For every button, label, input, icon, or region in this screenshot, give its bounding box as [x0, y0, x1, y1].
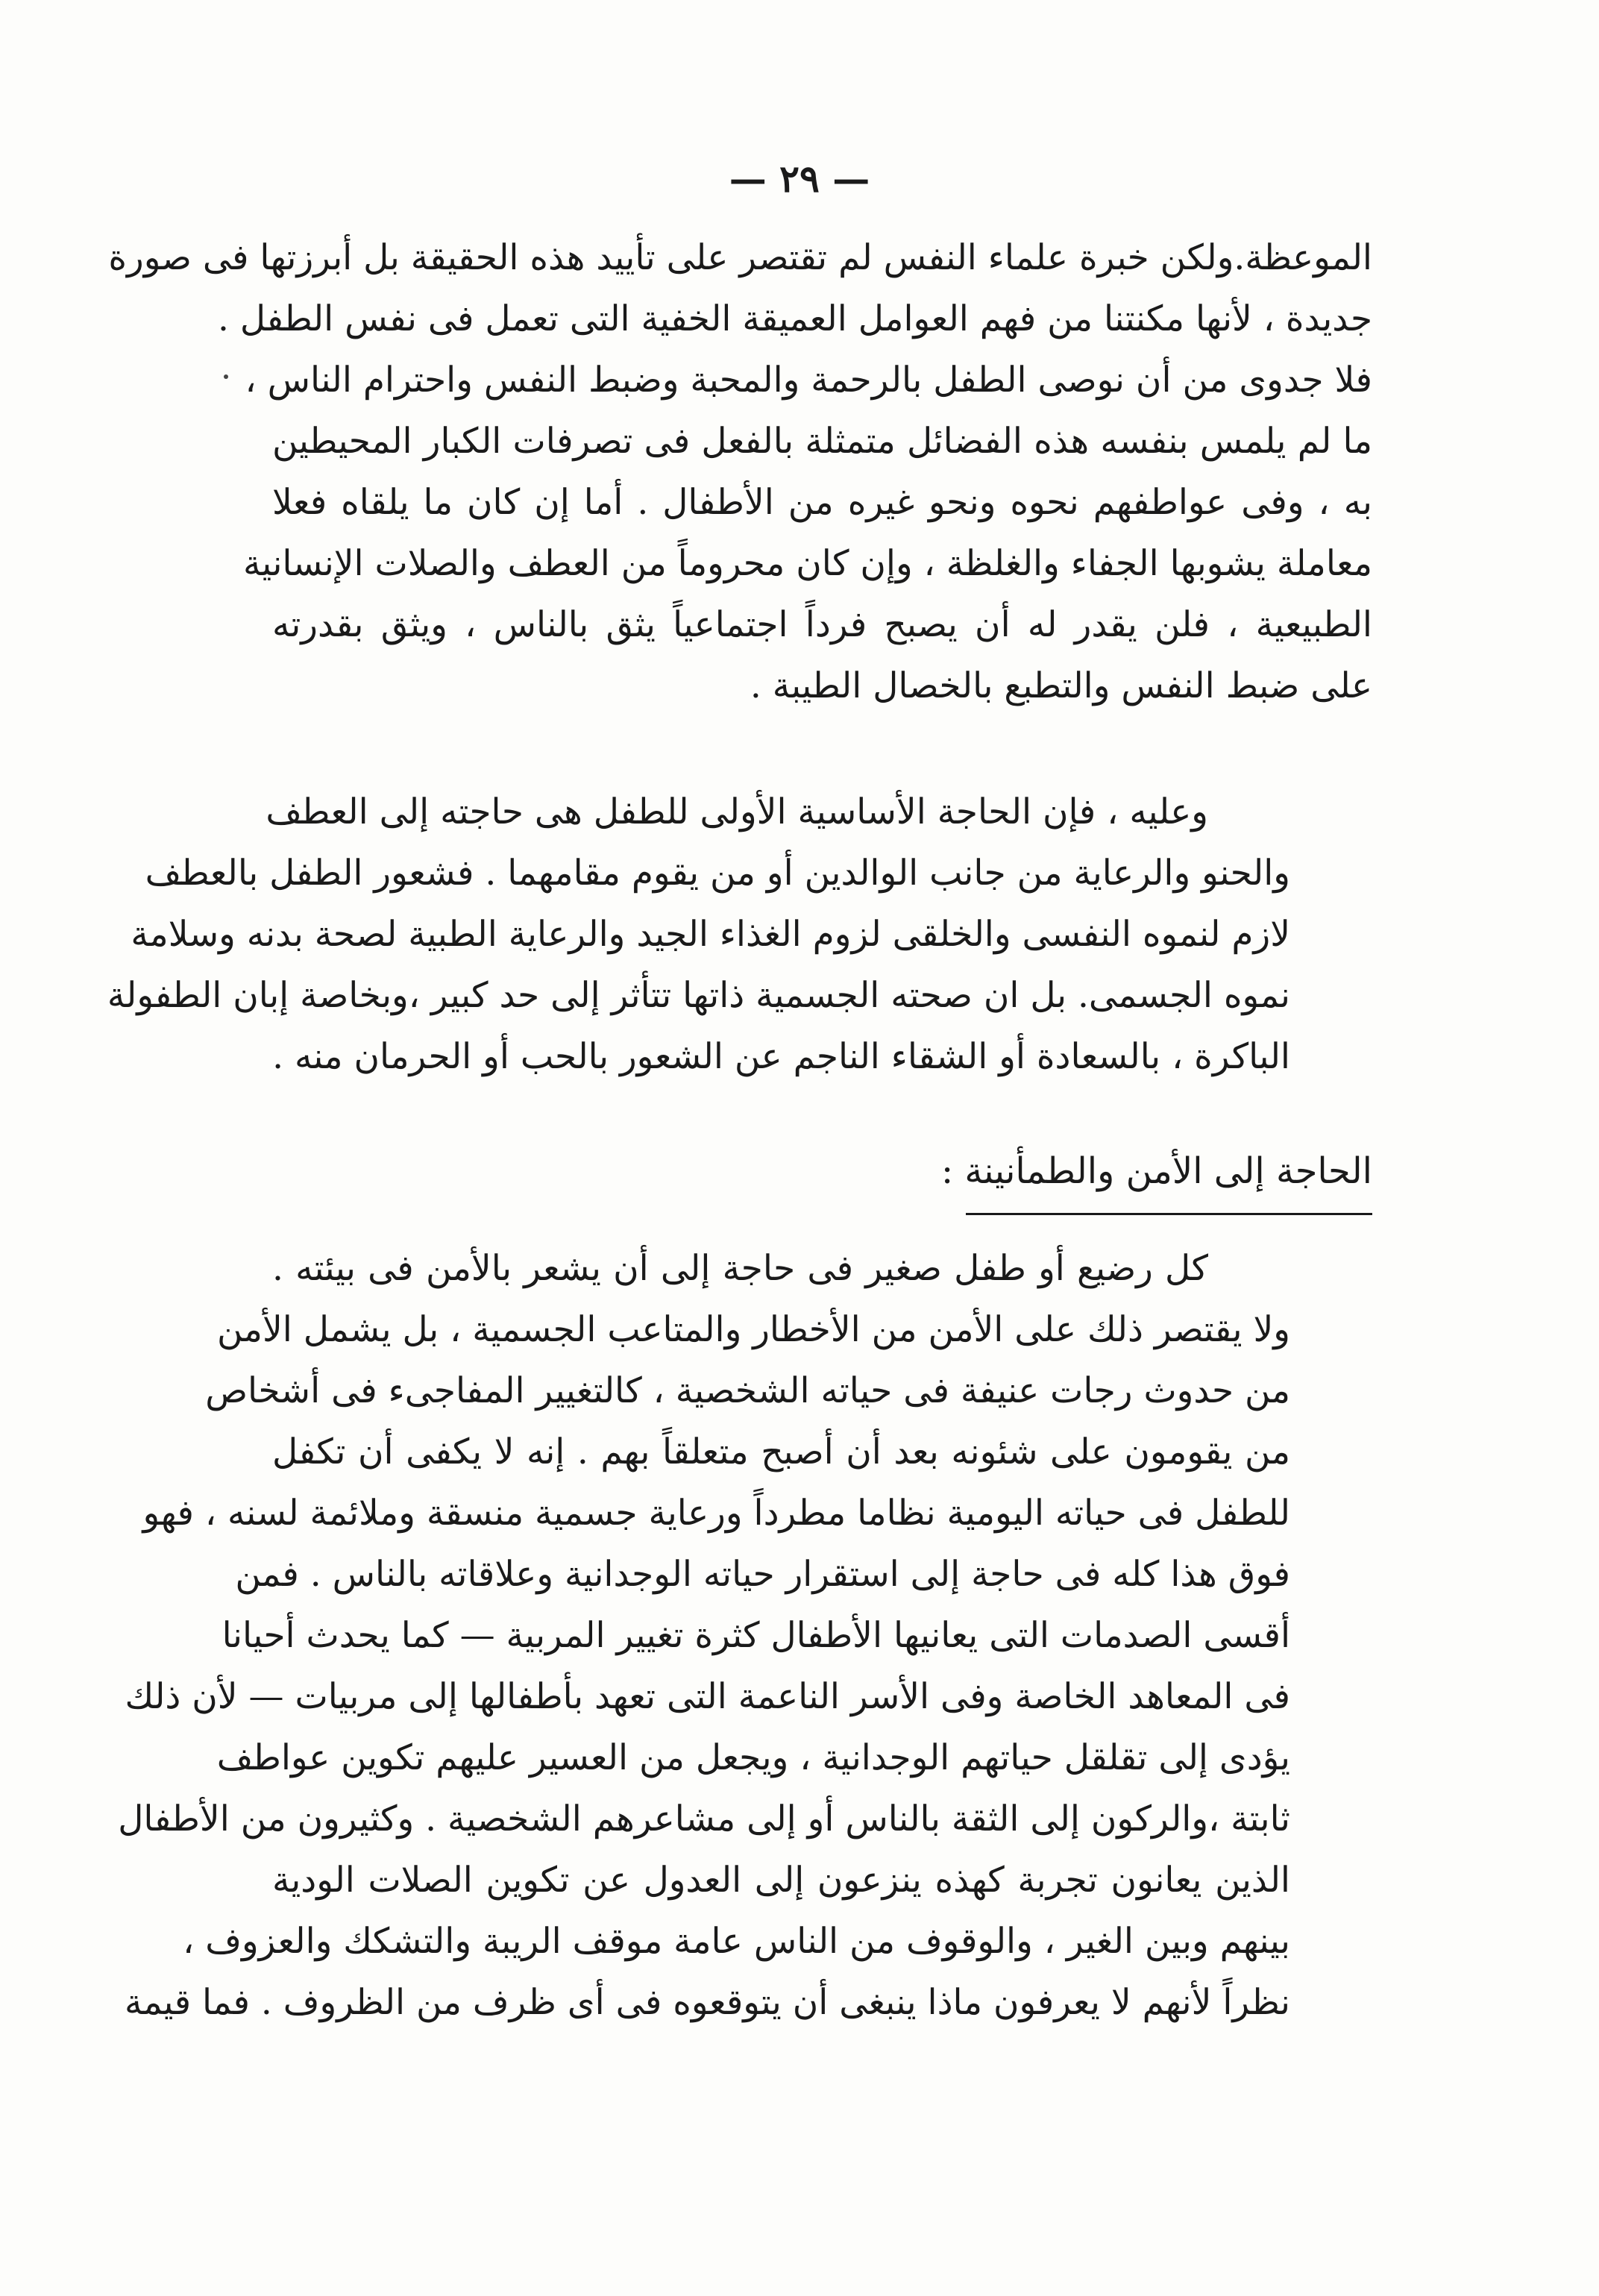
text-line: كل رضيع أو طفل صغير فى حاجة إلى أن يشعر بالأمن فى بيئته .	[272, 1248, 1208, 1289]
text-line: على ضبط النفس والتطبع بالخصال الطيبة .	[750, 665, 1372, 706]
margin-mark	[224, 374, 228, 379]
text-line: فوق هذا كله فى حاجة إلى استقرار حياته الوجدانية وعلاقاته بالناس . فمن	[235, 1554, 1290, 1595]
text-line: معاملة يشوبها الجفاء والغلظة ، وإن كان محروماً من العطف والصلات الإنسانية	[242, 543, 1372, 584]
text-line: لازم لنموه النفسى والخلقى لزوم الغذاء الجيد والرعاية الطبية لصحة بدنه وسلامة	[131, 914, 1290, 955]
text-line: من يقومون على شئونه بعد أن أصبح متعلقاً بهم . إنه لا يكفى أن تكفل	[272, 1431, 1290, 1472]
paragraph-need-for-security	[118, 1238, 1372, 2033]
text-line: ولا يقتصر ذلك على الأمن من الأخطار والمتاعب الجسمية ، بل يشمل الأمن	[217, 1309, 1290, 1350]
text-line: فلا جدوى من أن نوصى الطفل بالرحمة والمحبة وضبط النفس واحترام الناس ،	[245, 360, 1372, 401]
text-line: أقسى الصدمات التى يعانيها الأطفال كثرة تغيير المربية — كما يحدث أحيانا	[222, 1615, 1290, 1656]
text-line: والحنو والرعاية من جانب الوالدين أو من يقوم مقامهما . فشعور الطفل بالعطف	[145, 853, 1290, 894]
text-line: من حدوث رجات عنيفة فى حياته الشخصية ، كالتغيير المفاجىء فى أشخاص	[205, 1370, 1290, 1411]
text-line: نظراً لأنهم لا يعرفون ماذا ينبغى أن يتوقعوه فى أى ظرف من الظروف . فما قيمة	[125, 1982, 1290, 2023]
text-line: الموعظة.ولكن خبرة علماء النفس لم تقتصر على تأييد هذه الحقيقة بل أبرزتها فى صورة	[108, 237, 1372, 278]
text-line: فى المعاهد الخاصة وفى الأسر الناعمة التى تعهد بأطفالها إلى مربيات — لأن ذلك	[125, 1676, 1290, 1717]
page-number: — ٢٩ —	[729, 157, 870, 201]
text-line: يؤدى إلى تقلقل حياتهم الوجدانية ، ويجعل من العسير عليهم تكوين عواطف	[216, 1737, 1290, 1778]
text-line: وعليه ، فإن الحاجة الأساسية الأولى للطفل هى حاجته إلى العطف	[266, 791, 1208, 832]
section-heading: الحاجة إلى الأمن والطمأنينة :	[940, 1150, 1372, 1192]
paragraph-need-for-affection	[107, 782, 1372, 1088]
text-line: جديدة ، لأنها مكنتنا من فهم العوامل العميقة الخفية التى تعمل فى نفس الطفل .	[218, 298, 1372, 339]
text-line: ما لم يلمس بنفسه هذه الفضائل متمثلة بالفعل فى تصرفات الكبار المحيطين	[272, 421, 1372, 462]
text-line: الذين يعانون تجربة كهذه ينزعون إلى العدول عن تكوين الصلات الودية	[272, 1860, 1290, 1901]
text-line: الطبيعية ، فلن يقدر له أن يصبح فرداً اجتماعياً يثق بالناس ، ويثق بقدرته	[272, 604, 1372, 645]
text-line: للطفل فى حياته اليومية نظاما مطرداً ورعاية جسمية منسقة وملائمة لسنه ، فهو	[142, 1493, 1290, 1534]
text-line: نموه الجسمى. بل ان صحته الجسمية ذاتها تتأثر إلى حد كبير ،وبخاصة إبان الطفولة	[107, 975, 1290, 1016]
paragraph-continuation	[108, 228, 1372, 717]
text-line: بينهم وبين الغير ، والوقوف من الناس عامة موقف الريبة والتشكك والعزوف ،	[183, 1921, 1290, 1962]
text-line: الباكرة ، بالسعادة أو الشقاء الناجم عن الشعور بالحب أو الحرمان منه .	[272, 1036, 1290, 1077]
text-line: به ، وفى عواطفهم نحوه ونحو غيره من الأطفال . أما إن كان ما يلقاه فعلا	[272, 482, 1372, 523]
text-line: ثابتة ،والركون إلى الثقة بالناس أو إلى مشاعرهم الشخصية . وكثيرون من الأطفال	[118, 1798, 1290, 1839]
heading-underline	[966, 1213, 1372, 1215]
